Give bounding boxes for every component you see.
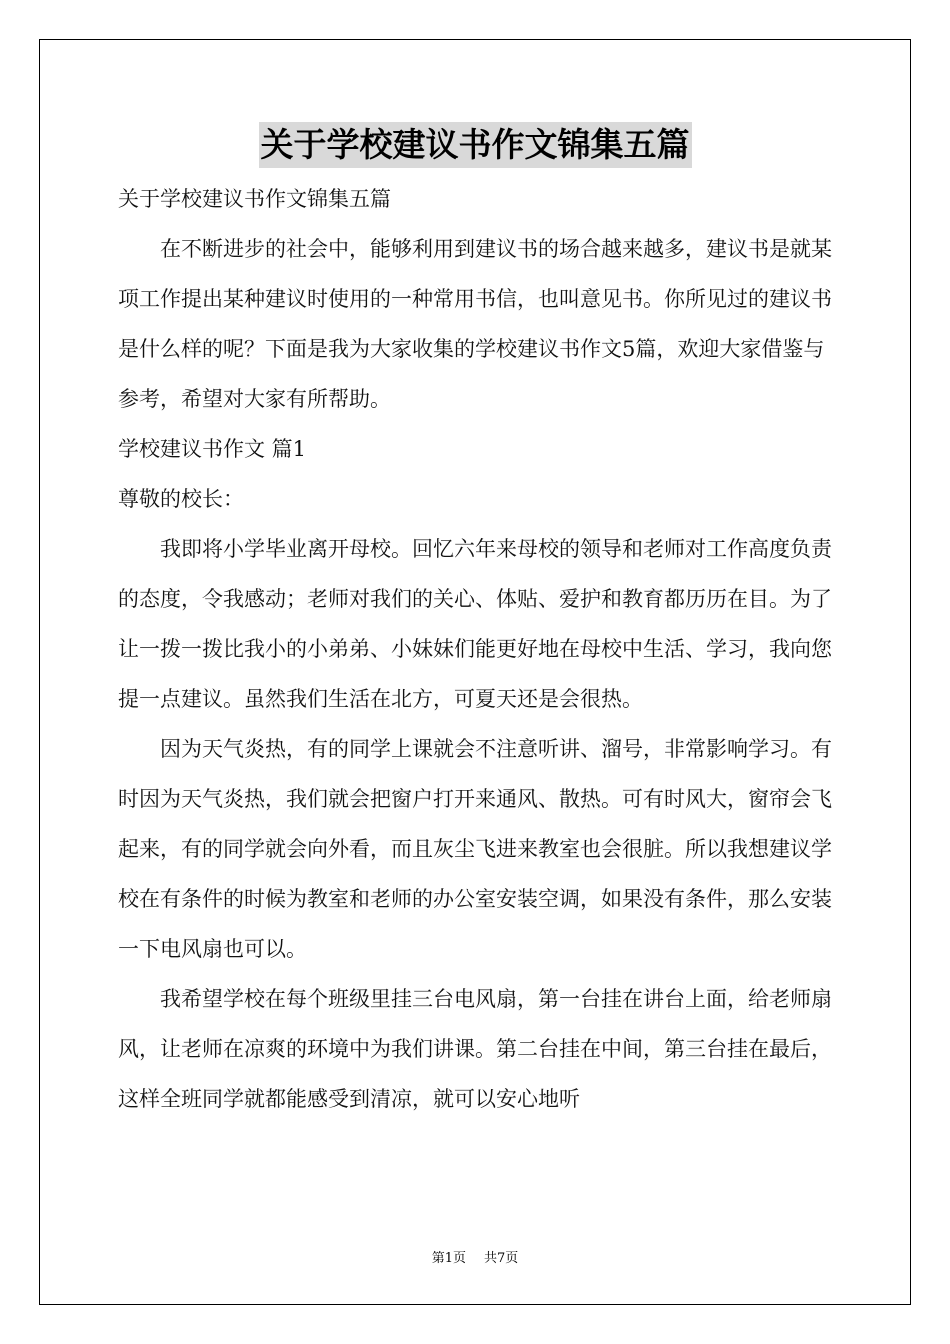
page-number: 第1页 — [431, 1251, 466, 1266]
intro-paragraph: 在不断进步的社会中，能够利用到建议书的场合越来越多，建议书是就某项工作提出某种建议时使用的一种常用书信，也叫意见书。你所见过的建议书是什么样的呢？下面是我为大家收集的学校建议书作文5篇，欢迎大家借鉴与参考，希望对大家有所帮助。 — [118, 237, 832, 411]
document-subtitle: 关于学校建议书作文锦集五篇 — [118, 187, 391, 211]
body-paragraph-1: 我即将小学毕业离开母校。回忆六年来母校的领导和老师对工作高度负责的态度，令我感动；老师对我们的关心、体贴、爱护和教育都历历在目。为了让一拨一拨比我小的小弟弟、小妹妹们能更好地在母校中生活、学习，我向您提一点建议。虽然我们生活在北方，可夏天还是会很热。 — [118, 537, 832, 711]
document-body — [118, 174, 834, 1124]
salutation: 尊敬的校长： — [118, 487, 244, 511]
body-paragraph-2: 因为天气炎热，有的同学上课就会不注意听讲、溜号，非常影响学习。有时因为天气炎热，我们就会把窗户打开来通风、散热。可有时风大，窗帘会飞起来，有的同学就会向外看，而且灰尘飞进来教室也会很脏。所以我想建议学校在有条件的时候为教室和老师的办公室安装空调，如果没有条件，那么安装一下电风扇也可以。 — [118, 737, 832, 961]
page-footer — [0, 1247, 950, 1266]
title-container — [0, 122, 950, 168]
section-heading: 学校建议书作文 篇1 — [118, 437, 307, 461]
document-title: 关于学校建议书作文锦集五篇 — [259, 122, 692, 168]
page-total: 共7页 — [484, 1251, 519, 1266]
body-paragraph-3: 我希望学校在每个班级里挂三台电风扇，第一台挂在讲台上面，给老师扇风，让老师在凉爽的环境中为我们讲课。第二台挂在中间，第三台挂在最后，这样全班同学就都能感受到清凉，就可以安心地听 — [118, 987, 832, 1111]
